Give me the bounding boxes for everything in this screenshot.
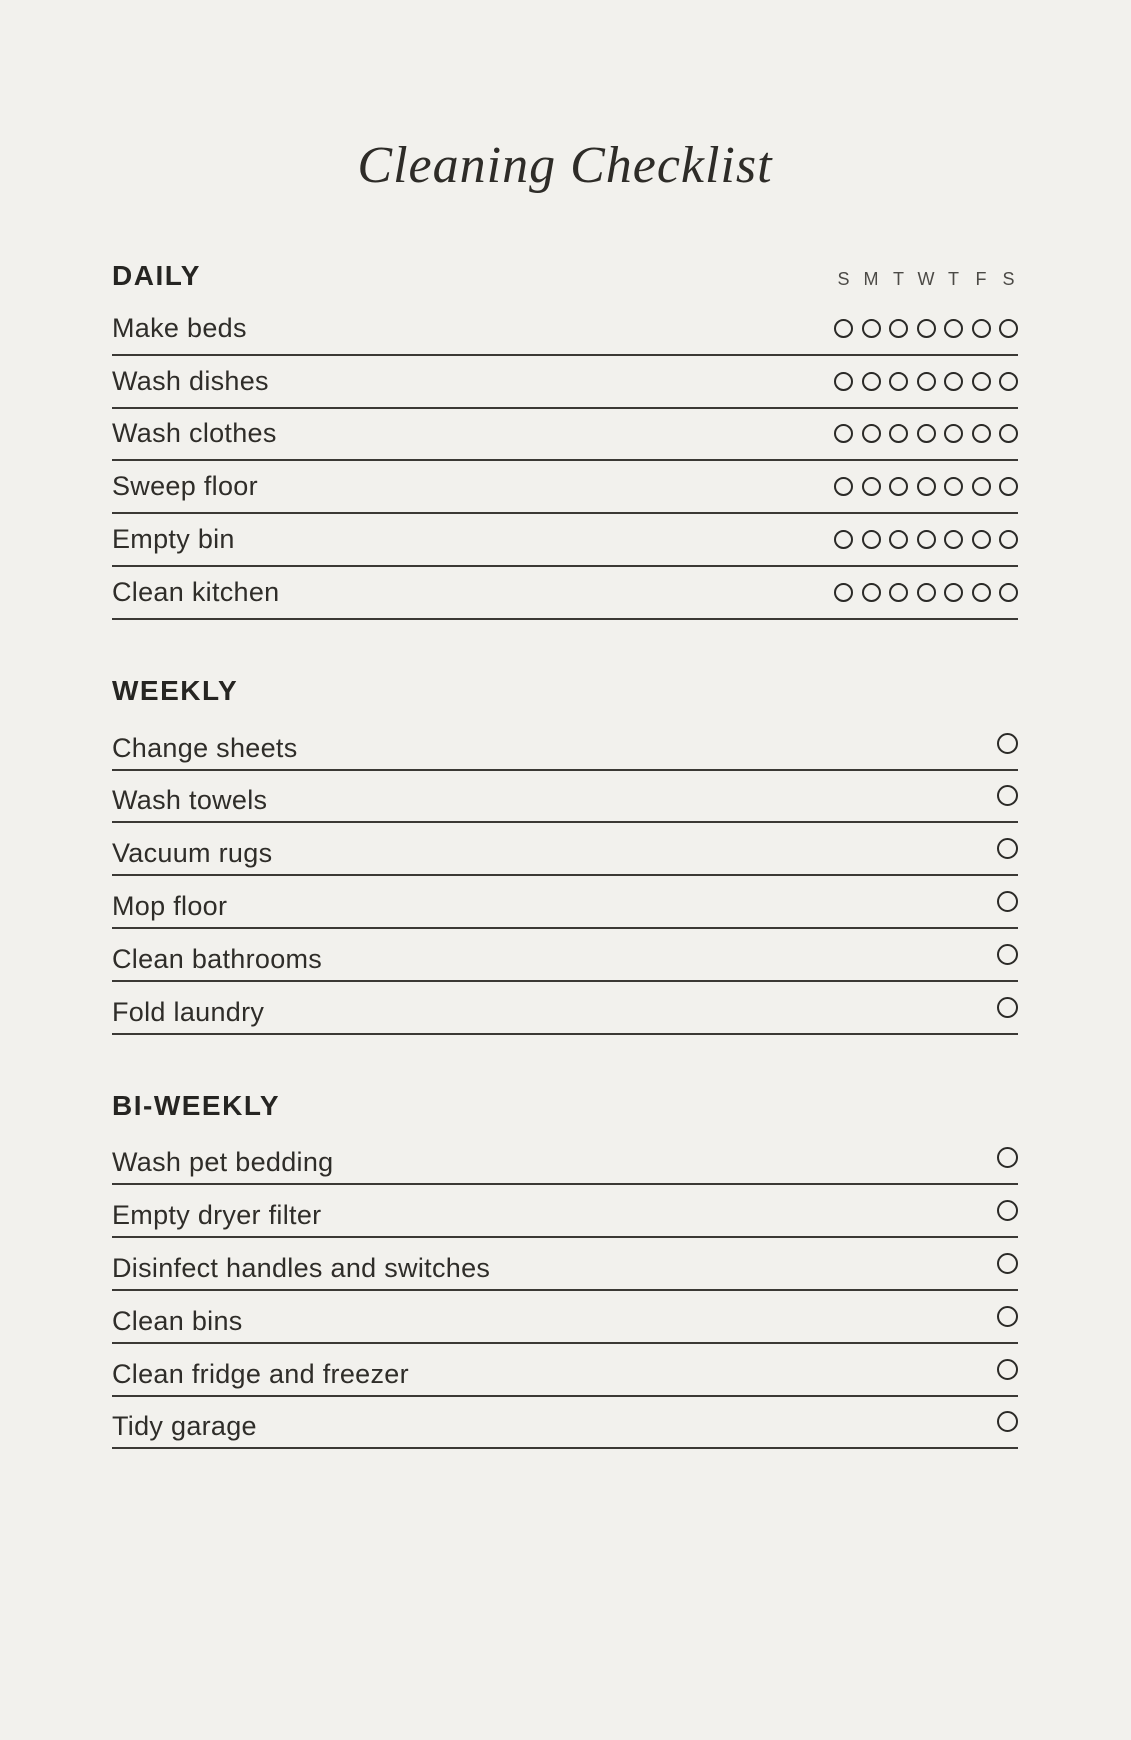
- day-checkbox[interactable]: [834, 372, 853, 391]
- checklist-page: [0, 137, 1131, 1740]
- day-letter: T: [948, 269, 959, 289]
- task-rows: [112, 1133, 1018, 1450]
- checklist-section-weekly: [112, 674, 1018, 1035]
- task-label: Empty bin: [112, 524, 235, 555]
- day-checkbox[interactable]: [999, 372, 1018, 391]
- day-checkbox[interactable]: [972, 583, 991, 602]
- day-letter: F: [975, 269, 987, 289]
- checkbox-group: [997, 733, 1018, 754]
- task-label: Clean bins: [112, 1305, 243, 1336]
- day-letter: W: [917, 269, 935, 289]
- task-row: [112, 1344, 1018, 1397]
- task-checkbox[interactable]: [997, 838, 1018, 859]
- section-heading-bi-weekly: BI-WEEKLY: [112, 1089, 281, 1121]
- day-checkbox-group: [834, 583, 1018, 602]
- day-checkbox[interactable]: [999, 319, 1018, 338]
- section-heading-daily: DAILY: [112, 260, 201, 291]
- task-checkbox[interactable]: [997, 891, 1018, 912]
- day-checkbox[interactable]: [889, 530, 908, 549]
- day-checkbox[interactable]: [917, 424, 936, 443]
- task-checkbox[interactable]: [997, 733, 1018, 754]
- day-checkbox[interactable]: [944, 530, 963, 549]
- day-checkbox[interactable]: [917, 477, 936, 496]
- day-checkbox[interactable]: [972, 477, 991, 496]
- day-checkbox-group: [834, 477, 1018, 496]
- day-checkbox[interactable]: [889, 319, 908, 338]
- task-row: [112, 409, 1018, 462]
- task-checkbox[interactable]: [997, 1359, 1018, 1380]
- day-letter: T: [893, 269, 904, 289]
- checkbox-group: [997, 944, 1018, 965]
- day-checkbox[interactable]: [972, 319, 991, 338]
- day-checkbox[interactable]: [862, 319, 881, 338]
- task-row: [112, 876, 1018, 929]
- day-checkbox[interactable]: [862, 372, 881, 391]
- checkbox-group: [997, 1253, 1018, 1274]
- day-letters-row: [834, 270, 1018, 288]
- day-checkbox[interactable]: [944, 477, 963, 496]
- task-label: Clean bathrooms: [112, 943, 323, 974]
- day-checkbox[interactable]: [889, 477, 908, 496]
- day-checkbox-group: [834, 424, 1018, 443]
- task-row: [112, 567, 1018, 620]
- day-checkbox[interactable]: [862, 583, 881, 602]
- day-checkbox-group: [834, 319, 1018, 338]
- task-checkbox[interactable]: [997, 1253, 1018, 1274]
- day-checkbox[interactable]: [999, 477, 1018, 496]
- checkbox-group: [997, 785, 1018, 806]
- task-row: [112, 929, 1018, 982]
- section-header-row: [112, 674, 1018, 706]
- task-label: Tidy garage: [112, 1411, 257, 1442]
- task-label: Wash dishes: [112, 365, 269, 396]
- checklist-section-bi-weekly: [112, 1089, 1018, 1450]
- task-row: [112, 1133, 1018, 1186]
- day-checkbox[interactable]: [917, 319, 936, 338]
- day-checkbox-group: [834, 372, 1018, 391]
- task-row: [112, 982, 1018, 1035]
- task-label: Wash clothes: [112, 418, 277, 449]
- task-row: [112, 771, 1018, 824]
- day-checkbox[interactable]: [999, 530, 1018, 549]
- task-label: Mop floor: [112, 891, 228, 922]
- day-checkbox[interactable]: [834, 530, 853, 549]
- task-checkbox[interactable]: [997, 1306, 1018, 1327]
- checkbox-group: [997, 1411, 1018, 1432]
- checklist-section-daily: [112, 262, 1018, 620]
- task-row: [112, 356, 1018, 409]
- checkbox-group: [997, 1147, 1018, 1168]
- section-header-row: [112, 262, 1018, 290]
- day-checkbox[interactable]: [944, 583, 963, 602]
- task-label: Change sheets: [112, 732, 298, 763]
- task-rows: [112, 718, 1018, 1035]
- day-checkbox[interactable]: [889, 424, 908, 443]
- task-row: [112, 718, 1018, 771]
- task-label: Vacuum rugs: [112, 838, 273, 869]
- day-checkbox[interactable]: [972, 530, 991, 549]
- day-checkbox[interactable]: [944, 424, 963, 443]
- day-letter: S: [837, 269, 850, 289]
- task-checkbox[interactable]: [997, 997, 1018, 1018]
- checkbox-group: [997, 1306, 1018, 1327]
- task-label: Empty dryer filter: [112, 1200, 322, 1231]
- task-label: Wash towels: [112, 785, 268, 816]
- task-label: Make beds: [112, 312, 247, 343]
- section-heading-weekly: WEEKLY: [112, 674, 239, 706]
- day-checkbox[interactable]: [889, 372, 908, 391]
- day-checkbox-group: [834, 530, 1018, 549]
- page-title: Cleaning Checklist: [357, 137, 773, 194]
- task-row: [112, 461, 1018, 514]
- task-row: [112, 303, 1018, 356]
- task-row: [112, 1238, 1018, 1291]
- task-checkbox[interactable]: [997, 1411, 1018, 1432]
- day-checkbox[interactable]: [972, 372, 991, 391]
- task-row: [112, 823, 1018, 876]
- day-letter: M: [863, 269, 879, 289]
- checkbox-group: [997, 838, 1018, 859]
- section-header-row: [112, 1089, 1018, 1121]
- day-checkbox[interactable]: [999, 583, 1018, 602]
- day-checkbox[interactable]: [917, 583, 936, 602]
- task-label: Clean kitchen: [112, 576, 280, 607]
- checkbox-group: [997, 891, 1018, 912]
- day-checkbox[interactable]: [862, 530, 881, 549]
- day-checkbox[interactable]: [834, 319, 853, 338]
- task-label: Sweep floor: [112, 471, 258, 502]
- task-rows: [112, 303, 1018, 620]
- task-label: Disinfect handles and switches: [112, 1253, 491, 1284]
- sections-container: [112, 262, 1018, 1449]
- task-label: Wash pet bedding: [112, 1147, 334, 1178]
- task-row: [112, 1397, 1018, 1450]
- checkbox-group: [997, 997, 1018, 1018]
- checkbox-group: [997, 1200, 1018, 1221]
- task-label: Fold laundry: [112, 996, 265, 1027]
- day-checkbox[interactable]: [944, 319, 963, 338]
- day-checkbox[interactable]: [862, 477, 881, 496]
- task-checkbox[interactable]: [997, 1147, 1018, 1168]
- task-row: [112, 514, 1018, 567]
- day-checkbox[interactable]: [972, 424, 991, 443]
- task-checkbox[interactable]: [997, 944, 1018, 965]
- day-checkbox[interactable]: [917, 372, 936, 391]
- task-row: [112, 1291, 1018, 1344]
- day-checkbox[interactable]: [834, 424, 853, 443]
- day-checkbox[interactable]: [944, 372, 963, 391]
- day-checkbox[interactable]: [834, 477, 853, 496]
- task-label: Clean fridge and freezer: [112, 1358, 409, 1389]
- day-checkbox[interactable]: [999, 424, 1018, 443]
- day-letter: S: [1002, 269, 1015, 289]
- task-checkbox[interactable]: [997, 1200, 1018, 1221]
- day-checkbox[interactable]: [834, 583, 853, 602]
- checkbox-group: [997, 1359, 1018, 1380]
- task-checkbox[interactable]: [997, 785, 1018, 806]
- day-checkbox[interactable]: [862, 424, 881, 443]
- task-row: [112, 1185, 1018, 1238]
- day-checkbox[interactable]: [889, 583, 908, 602]
- day-checkbox[interactable]: [917, 530, 936, 549]
